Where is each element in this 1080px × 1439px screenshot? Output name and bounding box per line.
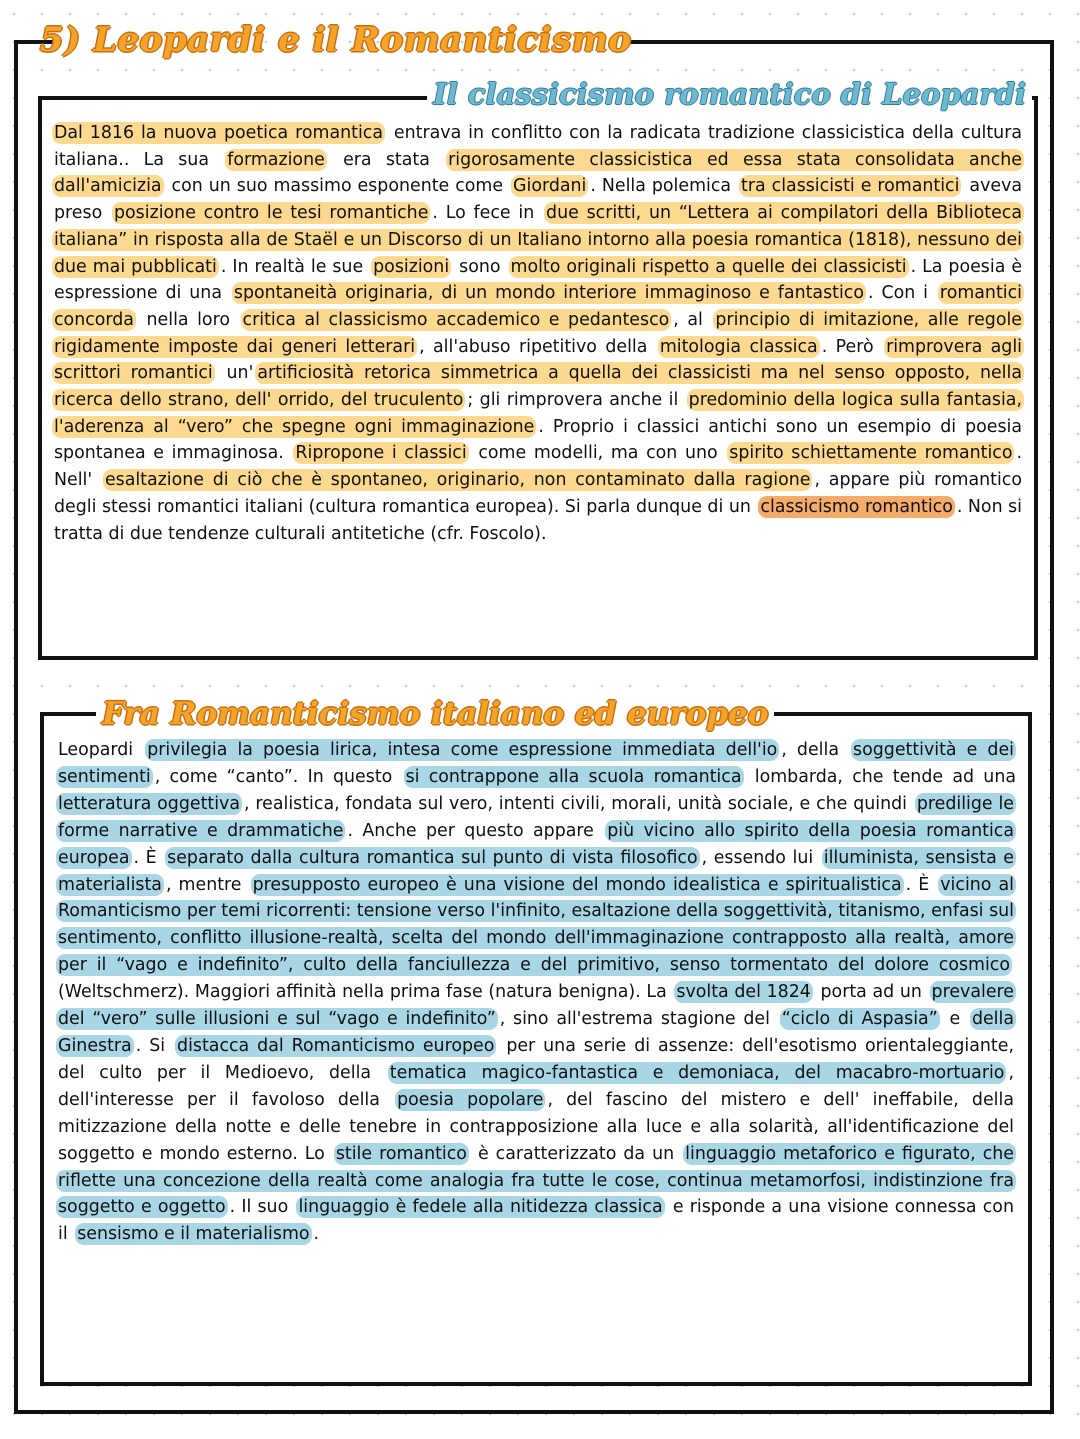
- text-segment: . Proprio i classici antichi sono un esempio di poesia spontanea e immaginosa.: [54, 416, 1022, 464]
- text-segment: era stata: [328, 149, 445, 170]
- text-segment: . È: [905, 874, 937, 895]
- highlighted-text: presupposto europeo è una visione del mondo idealistica e spiritualistica: [252, 874, 902, 895]
- text-segment: , appare più romantico degli stessi romantici italiani (cultura romantica europea). Si parla dunque di un: [54, 470, 1022, 517]
- highlighted-text: distacca dal Romanticismo europeo: [177, 1035, 495, 1056]
- highlighted-text: “ciclo di Aspasia”: [781, 1009, 938, 1030]
- text-segment: , essendo lui: [701, 847, 820, 868]
- highlighted-text: poesia popolare: [397, 1089, 544, 1110]
- section-2-paragraph: [56, 737, 1016, 1248]
- text-segment: , al: [673, 309, 712, 330]
- text-segment: un': [216, 363, 254, 384]
- text-segment: lombarda, che tende ad una: [745, 766, 1017, 787]
- text-segment: . Con i: [868, 283, 936, 304]
- text-segment: . Lo fece in: [432, 203, 543, 224]
- highlighted-text: romantici concorda: [54, 283, 1022, 330]
- highlighted-text: prevalere del “vero” sulle illusioni e sul “vago e indefinito”: [58, 982, 1014, 1030]
- text-segment: . Anche per questo appare: [347, 820, 604, 841]
- text-segment: . Però: [821, 336, 883, 357]
- highlighted-text: spirito schiettamente romantico: [729, 443, 1013, 464]
- section-1-title: Il classicismo romantico di Leopardi: [427, 76, 1032, 112]
- text-segment: . Nell': [54, 443, 1023, 491]
- text-segment: . È: [133, 847, 164, 868]
- text-segment: entrava in conflitto con la radicata tradizione classicistica della cultura italiana.. La sua: [54, 123, 1023, 170]
- highlighted-text: posizioni: [373, 256, 450, 277]
- highlighted-text: spontaneità originaria, di un mondo interiore immaginoso e fantastico: [233, 283, 864, 304]
- highlighted-text: molto originali rispetto a quelle dei classicisti: [510, 256, 907, 277]
- text-segment: . Non si tratta di due tendenze culturali antitetiche (cfr. Foscolo).: [54, 496, 1023, 544]
- text-segment: sono: [453, 256, 507, 277]
- highlighted-text: predilige le forme narrative e drammatiche: [58, 793, 1014, 841]
- text-segment: , della: [781, 740, 850, 760]
- text-segment: . In realtà le sue: [220, 256, 370, 277]
- text-segment: e: [941, 1009, 968, 1030]
- highlighted-text: della Ginestra: [58, 1009, 1014, 1056]
- highlighted-text: Dal 1816 la nuova poetica romantica: [54, 123, 384, 143]
- page-title: 5) Leopardi e il Romanticismo: [40, 20, 632, 60]
- highlighted-text: illuminista, sensista e materialista: [58, 847, 1014, 895]
- text-segment: come modelli, ma con uno: [470, 443, 726, 464]
- text-segment: , come “canto”. In questo: [154, 766, 402, 787]
- highlighted-text: separato dalla cultura romantica sul punto di vista filosofico: [167, 847, 698, 868]
- text-segment: ; gli rimprovera anche il: [467, 390, 685, 411]
- text-segment: Leopardi: [58, 740, 144, 760]
- section-2-title: Fra Romanticismo italiano ed europeo: [96, 694, 774, 734]
- text-segment: aveva preso: [54, 176, 1023, 224]
- text-segment: per una serie di assenze: dell'esotismo orientaleggiante, del culto per il Medioevo, della: [58, 1035, 1014, 1083]
- highlighted-text: artificiosità retorica simmetrica a quella dei classicisti ma nel senso opposto, nella ricerca dello strano, dell' orrido, del truculento: [54, 363, 1022, 411]
- text-segment: e risponde a una visione connessa con il: [58, 1197, 1014, 1245]
- highlighted-text: tematica magico-fantastica e demoniaca, del macabro-mortuario: [389, 1062, 1005, 1083]
- highlighted-text: privilegia la poesia lirica, intesa come espressione immediata dell'io: [147, 740, 778, 760]
- highlighted-text: Ripropone i classici: [295, 443, 467, 464]
- highlighted-text: tra classicisti e romantici: [741, 176, 960, 197]
- highlighted-text: stile romantico: [335, 1143, 467, 1164]
- text-segment: , all'abuso ripetitivo della: [419, 336, 656, 357]
- highlighted-text: critica al classicismo accademico e pedantesco: [242, 309, 670, 330]
- highlighted-text: linguaggio metaforico e figurato, che riflette una concezione della realtà come analogia fra tutte le cose, continua metamorfosi, indistinzione fra soggetto e oggetto: [58, 1143, 1014, 1218]
- text-segment: (Weltschmerz). Maggiori affinità nella prima fase (natura benigna). La: [58, 982, 673, 1003]
- highlighted-text: principio di imitazione, alle regole rigidamente imposte dai generi letterari: [54, 309, 1022, 357]
- text-segment: . Nella polemica: [590, 176, 738, 197]
- title-underline: [628, 40, 1054, 44]
- highlighted-text: svolta del 1824: [676, 982, 811, 1003]
- highlighted-text: sensismo e il materialismo: [77, 1224, 310, 1245]
- section-1-paragraph: [52, 120, 1024, 547]
- highlighted-text: vicino al Romanticismo per temi ricorrenti: tensione verso l'infinito, esaltazione della soggettività, titanismo, enfasi sul sentimento, conflitto illusione-realtà, scelta del mondo dell'immaginazione contrapposto alla realtà, amore per il “vago e indefinito”, culto della fanciullezza e del primitivo, senso tormentato del dolore cosmico: [58, 874, 1014, 976]
- highlighted-text: predominio della logica sulla fantasia, l'aderenza al “vero” che spegne ogni immaginazione: [54, 390, 1022, 437]
- text-segment: . Il suo: [229, 1197, 295, 1218]
- text-segment: , dell'interesse per il favoloso della: [58, 1062, 1014, 1110]
- text-segment: .: [313, 1224, 320, 1245]
- highlighted-text: esaltazione di ciò che è spontaneo, originario, non contaminato dalla ragione: [104, 470, 811, 491]
- highlighted-text: soggettività e dei sentimenti: [58, 740, 1014, 787]
- highlighted-text: più vicino allo spirito della poesia romantica europea: [58, 820, 1014, 868]
- text-segment: nella loro: [137, 309, 239, 330]
- highlighted-text: rigorosamente classicistica ed essa stata consolidata anche dall'amicizia: [54, 149, 1023, 197]
- text-segment: , mentre: [165, 874, 249, 895]
- highlighted-text: si contrappone alla scuola romantica: [405, 766, 742, 787]
- highlighted-text: rimprovera agli scrittori romantici: [54, 336, 1023, 384]
- highlighted-text: mitologia classica: [659, 336, 818, 357]
- text-segment: con un suo massimo esponente come: [165, 176, 510, 197]
- text-segment: . La poesia è espressione di una: [54, 256, 1023, 304]
- highlighted-text: formazione: [227, 149, 325, 170]
- text-segment: , del fascino del mistero e dell' ineffabile, della mitizzazione della notte e delle tenebre in contrapposizione alla luce e alla solarità, all'identificazione del soggetto e mondo esterno. Lo: [58, 1089, 1014, 1164]
- text-segment: è caratterizzato da un: [470, 1143, 682, 1164]
- highlighted-text: posizione contro le tesi romantiche: [114, 203, 429, 224]
- highlighted-text: letteratura oggettiva: [58, 793, 241, 814]
- text-segment: , realistica, fondata sul vero, intenti civili, morali, unità sociale, e che quindi: [244, 793, 913, 814]
- highlighted-text: due scritti, un “Lettera ai compilatori della Biblioteca italiana” in risposta alla de Staël e un Discorso di un Italiano intorno alla poesia romantica (1818), nessuno dei due mai pubblicati: [54, 203, 1022, 277]
- text-segment: . Si: [135, 1035, 174, 1056]
- highlighted-text: classicismo romantico: [760, 496, 953, 517]
- highlighted-text: linguaggio è fedele alla nitidezza classica: [298, 1197, 663, 1218]
- text-segment: , sino all'estrema stagione del: [499, 1009, 778, 1030]
- text-segment: porta ad un: [814, 982, 928, 1003]
- highlighted-text: Giordani: [513, 176, 587, 197]
